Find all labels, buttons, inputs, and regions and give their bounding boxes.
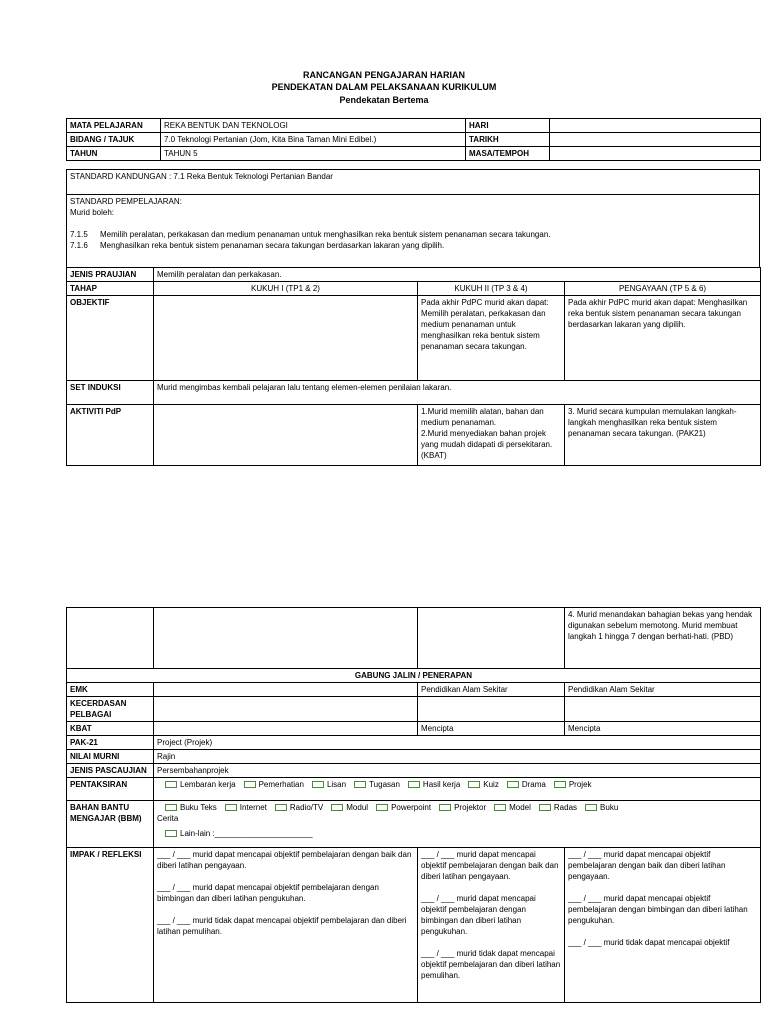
cont-label [67, 608, 154, 669]
kukuh1-header: KUKUH I (TP1 & 2) [154, 282, 418, 296]
bbm-option-label: Projektor [454, 803, 487, 812]
impak-b3: ___ / ___ murid tidak dapat mencapai objektif pembelajaran dan diberi latihan pemulihan. [421, 949, 561, 980]
masa-label: MASA/TEMPOH [466, 147, 550, 161]
aktiviti-k1 [154, 405, 418, 466]
impak-label: IMPAK / REFLEKSI [67, 848, 154, 1003]
checkbox-pentaksiran-1[interactable] [244, 781, 256, 788]
pengayaan-header: PENGAYAAN (TP 5 & 6) [565, 282, 761, 296]
bbm-option-label: Internet [239, 803, 267, 812]
kbat-k2: Mencipta [418, 722, 565, 736]
objektif-k1 [154, 296, 418, 381]
aktiviti-k2 [418, 405, 565, 466]
emk-k2: Pendidikan Alam Sekitar [418, 683, 565, 697]
bbm-option-label: Modul [346, 803, 369, 812]
bbm-option-label: Model [509, 803, 531, 812]
pentaksiran-option-label: Drama [521, 780, 546, 789]
checkbox-bbm-6[interactable] [494, 804, 506, 811]
sp2-code: 7.1.6 [70, 241, 88, 250]
pentaksiran-option-label: Hasil kerja [422, 780, 461, 789]
checkbox-lain[interactable] [165, 830, 177, 837]
kecerdasan-k1 [154, 697, 418, 722]
pentaksiran-option-label: Kuiz [483, 780, 499, 789]
info-table [66, 118, 761, 161]
pentaksiran-option-label: Tugasan [369, 780, 400, 789]
pentaksiran-option-label: Lembaran kerja [180, 780, 236, 789]
bbm-option-label: Powerpoint [391, 803, 432, 812]
kbat-label: KBAT [67, 722, 154, 736]
emk-p: Pendidikan Alam Sekitar [565, 683, 761, 697]
bbm-row [157, 802, 757, 813]
sp-item-2 [70, 240, 756, 251]
checkbox-bbm-0[interactable] [165, 804, 177, 811]
checkbox-bbm-1[interactable] [225, 804, 237, 811]
bbm-option-label: Buku [600, 803, 619, 812]
bbm-option-label: Radas [553, 803, 578, 812]
sp1-code: 7.1.5 [70, 230, 88, 239]
impak-c1: ___ / ___ murid dapat mencapai objektif pembelajaran dengan baik dan diberi latihan pengayaan. [568, 850, 726, 881]
checkbox-pentaksiran-6[interactable] [507, 781, 519, 788]
aktiviti-k2-1: 1.Murid memilih alatan, bahan dan medium penanaman. [421, 407, 544, 427]
bbm-lain-row [157, 828, 757, 839]
hari-value[interactable] [550, 119, 761, 133]
aktiviti-p4: 4. Murid menandakan bahagian bekas yang hendak digunakan sebelum memotong. Murid membuat langkah 1 hingga 7 dengan berhati-hati. (PBD) [565, 608, 761, 669]
impak-a1: ___ / ___ murid dapat mencapai objektif pembelajaran dengan baik dan diberi latihan pengayaan. [157, 850, 412, 870]
bbm-lain: Lain-lain :______________________ [180, 829, 313, 838]
checkbox-bbm-2[interactable] [275, 804, 287, 811]
bbm-options [154, 801, 761, 848]
checkbox-pentaksiran-3[interactable] [354, 781, 366, 788]
kukuh2-header: KUKUH II (TP 3 & 4) [418, 282, 565, 296]
bidang-value: 7.0 Teknologi Pertanian (Jom, Kita Bina Taman Mini Edibel.) [161, 133, 466, 147]
pentaksiran-option-label: Lisan [326, 780, 347, 789]
standard-pembelajaran [67, 195, 760, 268]
pak21-label: PAK-21 [67, 736, 154, 750]
sp2-text: Menghasilkan reka bentuk sistem penanaman secara takungan berdasarkan lakaran yang dipilih. [100, 241, 445, 250]
tahun-value: TAHUN 5 [161, 147, 466, 161]
kbat-p: Mencipta [565, 722, 761, 736]
cont-k1 [154, 608, 418, 669]
objektif-p: Pada akhir PdPC murid akan dapat: Menghasilkan reka bentuk sistem penanaman secara takungan berdasarkan lakaran yang dipilih. [565, 296, 761, 381]
doc-theme: Pendekatan Bertema [339, 95, 429, 105]
bbm-cerita: Cerita [157, 814, 179, 823]
jenis-pascaujian-value: Persembahanprojek [154, 764, 761, 778]
standards-table [66, 169, 760, 268]
pak21-value: Project (Projek) [154, 736, 761, 750]
plan-table [66, 267, 761, 466]
sp-item-1 [70, 229, 756, 240]
tahap-label: TAHAP [67, 282, 154, 296]
cont-k2 [418, 608, 565, 669]
checkbox-pentaksiran-4[interactable] [408, 781, 420, 788]
standard-kandungan: STANDARD KANDUNGAN : 7.1 Reka Bentuk Teknologi Pertanian Bandar [67, 170, 760, 195]
bbm-option-label: Buku Teks [180, 803, 217, 812]
set-induksi-label: SET INDUKSI [67, 381, 154, 405]
impak-k2 [418, 848, 565, 1003]
impak-k1 [154, 848, 418, 1003]
pentaksiran-options [154, 778, 761, 801]
doc-subtitle: PENDEKATAN DALAM PELAKSANAAN KURIKULUM [271, 82, 497, 92]
pentaksiran-option-label: Pemerhatian [258, 780, 304, 789]
tarikh-value[interactable] [550, 133, 761, 147]
masa-value[interactable] [550, 147, 761, 161]
kecerdasan-label: KECERDASAN PELBAGAI [67, 697, 154, 722]
hari-label: HARI [466, 119, 550, 133]
gabung-jalin-header: GABUNG JALIN / PENERAPAN [67, 669, 761, 683]
page2-table [66, 607, 761, 1003]
checkbox-pentaksiran-0[interactable] [165, 781, 177, 788]
nilai-value: Rajin [154, 750, 761, 764]
nilai-label: NILAI MURNI [67, 750, 154, 764]
objektif-k2: Pada akhir PdPC murid akan dapat: Memilih peralatan, perkakasan dan medium penanaman untuk menghasilkan reka bentuk sistem penanaman secara takungan. [418, 296, 565, 381]
impak-b2: ___ / ___ murid dapat mencapai objektif pembelajaran dengan bimbingan dan diberi latihan pengukuhan. [421, 894, 536, 936]
checkbox-bbm-7[interactable] [539, 804, 551, 811]
impak-c2: ___ / ___ murid dapat mencapai objektif pembelajaran dengan bimbingan dan diberi latihan pengukuhan. [568, 894, 748, 925]
sp1-text: Memilih peralatan, perkakasan dan medium penanaman untuk menghasilkan reka bentuk sistem penanaman secara takungan. [100, 230, 551, 239]
sp-title: STANDARD PEMPELAJARAN: [70, 197, 182, 206]
aktiviti-label: AKTIVITI PdP [67, 405, 154, 466]
bidang-label: BIDANG / TAJUK [67, 133, 161, 147]
tahun-label: TAHUN [67, 147, 161, 161]
checkbox-bbm-4[interactable] [376, 804, 388, 811]
objektif-label: OBJEKTIF [67, 296, 154, 381]
aktiviti-k2-2: 2.Murid menyediakan bahan projek yang mudah didapati di persekitaran. (KBAT) [421, 429, 553, 460]
checkbox-bbm-3[interactable] [331, 804, 343, 811]
aktiviti-p: 3. Murid secara kumpulan memulakan langkah-langkah menghasilkan reka bentuk sistem penanaman secara takungan. (PAK21) [565, 405, 761, 466]
bbm-option-label: Radio/TV [289, 803, 324, 812]
doc-title: RANCANGAN PENGAJARAN HARIAN [302, 70, 465, 80]
pentaksiran-label: PENTAKSIRAN [67, 778, 154, 801]
emk-k1 [154, 683, 418, 697]
impak-c3: ___ / ___ murid tidak dapat mencapai objektif [568, 938, 730, 947]
kbat-k1 [154, 722, 418, 736]
jenis-pascaujian-label: JENIS PASCAUJIAN [67, 764, 154, 778]
mata-label: MATA PELAJARAN [67, 119, 161, 133]
checkbox-pentaksiran-2[interactable] [312, 781, 324, 788]
checkbox-pentaksiran-7[interactable] [554, 781, 566, 788]
jenis-praujian-value: Memilih peralatan dan perkakasan. [154, 268, 761, 282]
checkbox-bbm-5[interactable] [439, 804, 451, 811]
kecerdasan-k2 [418, 697, 565, 722]
emk-label: EMK [67, 683, 154, 697]
bbm-label: BAHAN BANTU MENGAJAR (BBM) [67, 801, 154, 848]
set-induksi-value: Murid mengimbas kembali pelajaran lalu tentang elemen-elemen penilaian lakaran. [154, 381, 761, 405]
impak-p [565, 848, 761, 1003]
tarikh-label: TARIKH [466, 133, 550, 147]
checkbox-pentaksiran-5[interactable] [468, 781, 480, 788]
pentaksiran-option-label: Projek [568, 780, 592, 789]
impak-a3: ___ / ___ murid tidak dapat mencapai objektif pembelajaran dan diberi latihan pemulihan. [157, 916, 407, 936]
mata-value: REKA BENTUK DAN TEKNOLOGI [161, 119, 466, 133]
impak-a2: ___ / ___ murid dapat mencapai objektif pembelajaran dengan bimbingan dan diberi latihan pengukuhan. [157, 883, 379, 903]
murid-boleh: Murid boleh: [70, 208, 115, 217]
kecerdasan-p [565, 697, 761, 722]
checkbox-bbm-8[interactable] [585, 804, 597, 811]
jenis-praujian-label: JENIS PRAUJIAN [67, 268, 154, 282]
impak-b1: ___ / ___ murid dapat mencapai objektif pembelajaran dengan baik dan diberi latihan pengayaan. [421, 850, 559, 881]
